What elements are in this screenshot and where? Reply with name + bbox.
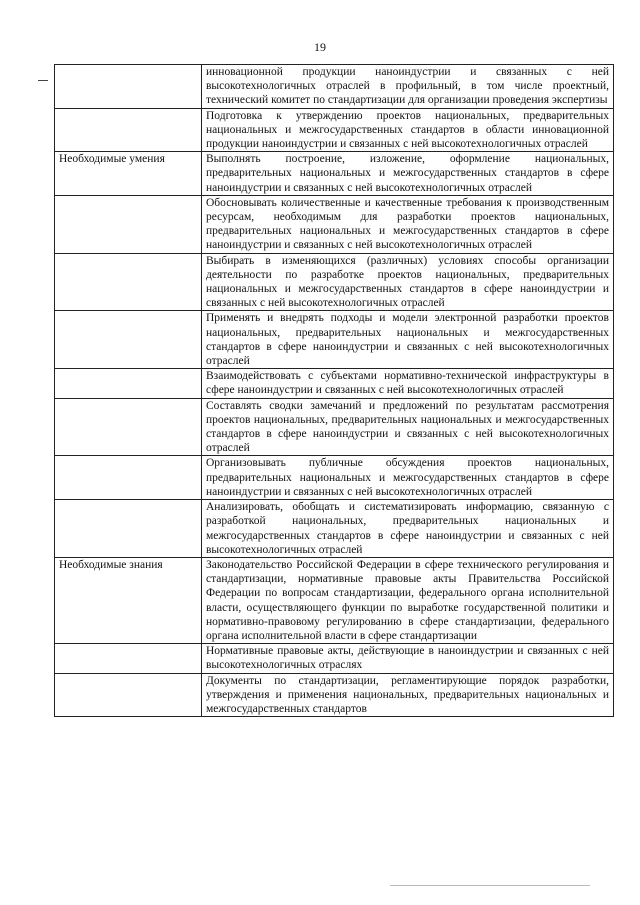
requirement-item: Взаимодействовать с субъектами нормативно-технической инфраструктуры в сфере наноиндустрии и связанных с ней высокотехнологичных отраслей (202, 369, 614, 398)
requirement-item: Организовывать публичные обсуждения проектов национальных, предварительных национальных и межгосударственных стандартов в сфере наноиндустрии и связанных с ней высокотехнологичных отраслей (202, 456, 614, 500)
scan-edge-line (390, 885, 590, 886)
requirement-item: Нормативные правовые акты, действующие в наноиндустрии и связанных с ней высокотехнологичных отраслях (202, 644, 614, 673)
table-row (55, 195, 614, 253)
table-row (55, 108, 614, 152)
row-label-cell (55, 398, 202, 456)
requirement-item: Подготовка к утверждению проектов национальных, предварительных национальных и межгосударственных стандартов в области инновационной продукции наноиндустрии и связанных с ней высокотехнологичных отраслей (202, 108, 614, 152)
table-row (55, 65, 614, 109)
row-label-cell (55, 673, 202, 717)
table-row (55, 311, 614, 369)
requirement-item: Выполнять построение, изложение, оформление национальных, предварительных национальных и межгосударственных стандартов в сфере наноиндустрии и связанных с ней высокотехнологичных отраслей (202, 152, 614, 196)
table-row (55, 644, 614, 673)
table-row (55, 557, 614, 643)
table-row (55, 456, 614, 500)
row-label-cell (55, 500, 202, 558)
requirements-table (54, 64, 614, 717)
row-label-cell (55, 253, 202, 311)
margin-mark (38, 80, 48, 81)
table-row (55, 673, 614, 717)
table-row (55, 253, 614, 311)
requirement-item: Законодательство Российской Федерации в сфере технического регулирования и стандартизации, нормативные правовые акты Правительства Российской Федерации по вопросам стандартизации, федерального органа исполнительной власти, осуществляющего функции по выработке государственной политики и нормативно-правовому регулированию в сфере стандартизации, федерального органа исполнительной власти в сфере стандартизации (202, 557, 614, 643)
row-label-cell (55, 65, 202, 109)
row-label-cell (55, 456, 202, 500)
requirement-item: инновационной продукции наноиндустрии и связанных с ней высокотехнологичных отраслей в профильный, в том числе проектный, технический комитет по стандартизации для организации проведения экспертизы (202, 65, 614, 109)
requirement-item: Составлять сводки замечаний и предложений по результатам рассмотрения проектов национальных, предварительных национальных и межгосударственных стандартов в сфере наноиндустрии и связанных с ней высокотехнологичных отраслей (202, 398, 614, 456)
page-number: 19 (314, 40, 326, 54)
row-label-cell (55, 369, 202, 398)
requirement-item: Анализировать, обобщать и систематизировать информацию, связанную с разработкой национальных, предварительных национальных и межгосударственных стандартов в сфере наноиндустрии и связанных с ней высокотехнологичных отраслей (202, 500, 614, 558)
table-row (55, 369, 614, 398)
row-label-cell (55, 644, 202, 673)
requirement-item: Документы по стандартизации, регламентирующие порядок разработки, утверждения и применения национальных, предварительных национальных и межгосударственных стандартов (202, 673, 614, 717)
requirement-item: Применять и внедрять подходы и модели электронной разработки проектов национальных, предварительных национальных и межгосударственных стандартов в сфере наноиндустрии и связанных с ней высокотехнологичных отраслей (202, 311, 614, 369)
requirement-item: Выбирать в изменяющихся (различных) условиях способы организации деятельности по разработке проектов национальных, предварительных национальных и межгосударственных стандартов в сфере наноиндустрии и связанных с ней высокотехнологичных отраслей (202, 253, 614, 311)
section-label: Необходимые умения (55, 152, 202, 196)
requirement-item: Обосновывать количественные и качественные требования к производственным ресурсам, необходимым для разработки проектов национальных, предварительных национальных и межгосударственных стандартов в сфере наноиндустрии и связанных с ней высокотехнологичных отраслей (202, 195, 614, 253)
table-row (55, 398, 614, 456)
row-label-cell (55, 195, 202, 253)
table-row (55, 500, 614, 558)
table-row (55, 152, 614, 196)
row-label-cell (55, 311, 202, 369)
row-label-cell (55, 108, 202, 152)
section-label: Необходимые знания (55, 557, 202, 643)
